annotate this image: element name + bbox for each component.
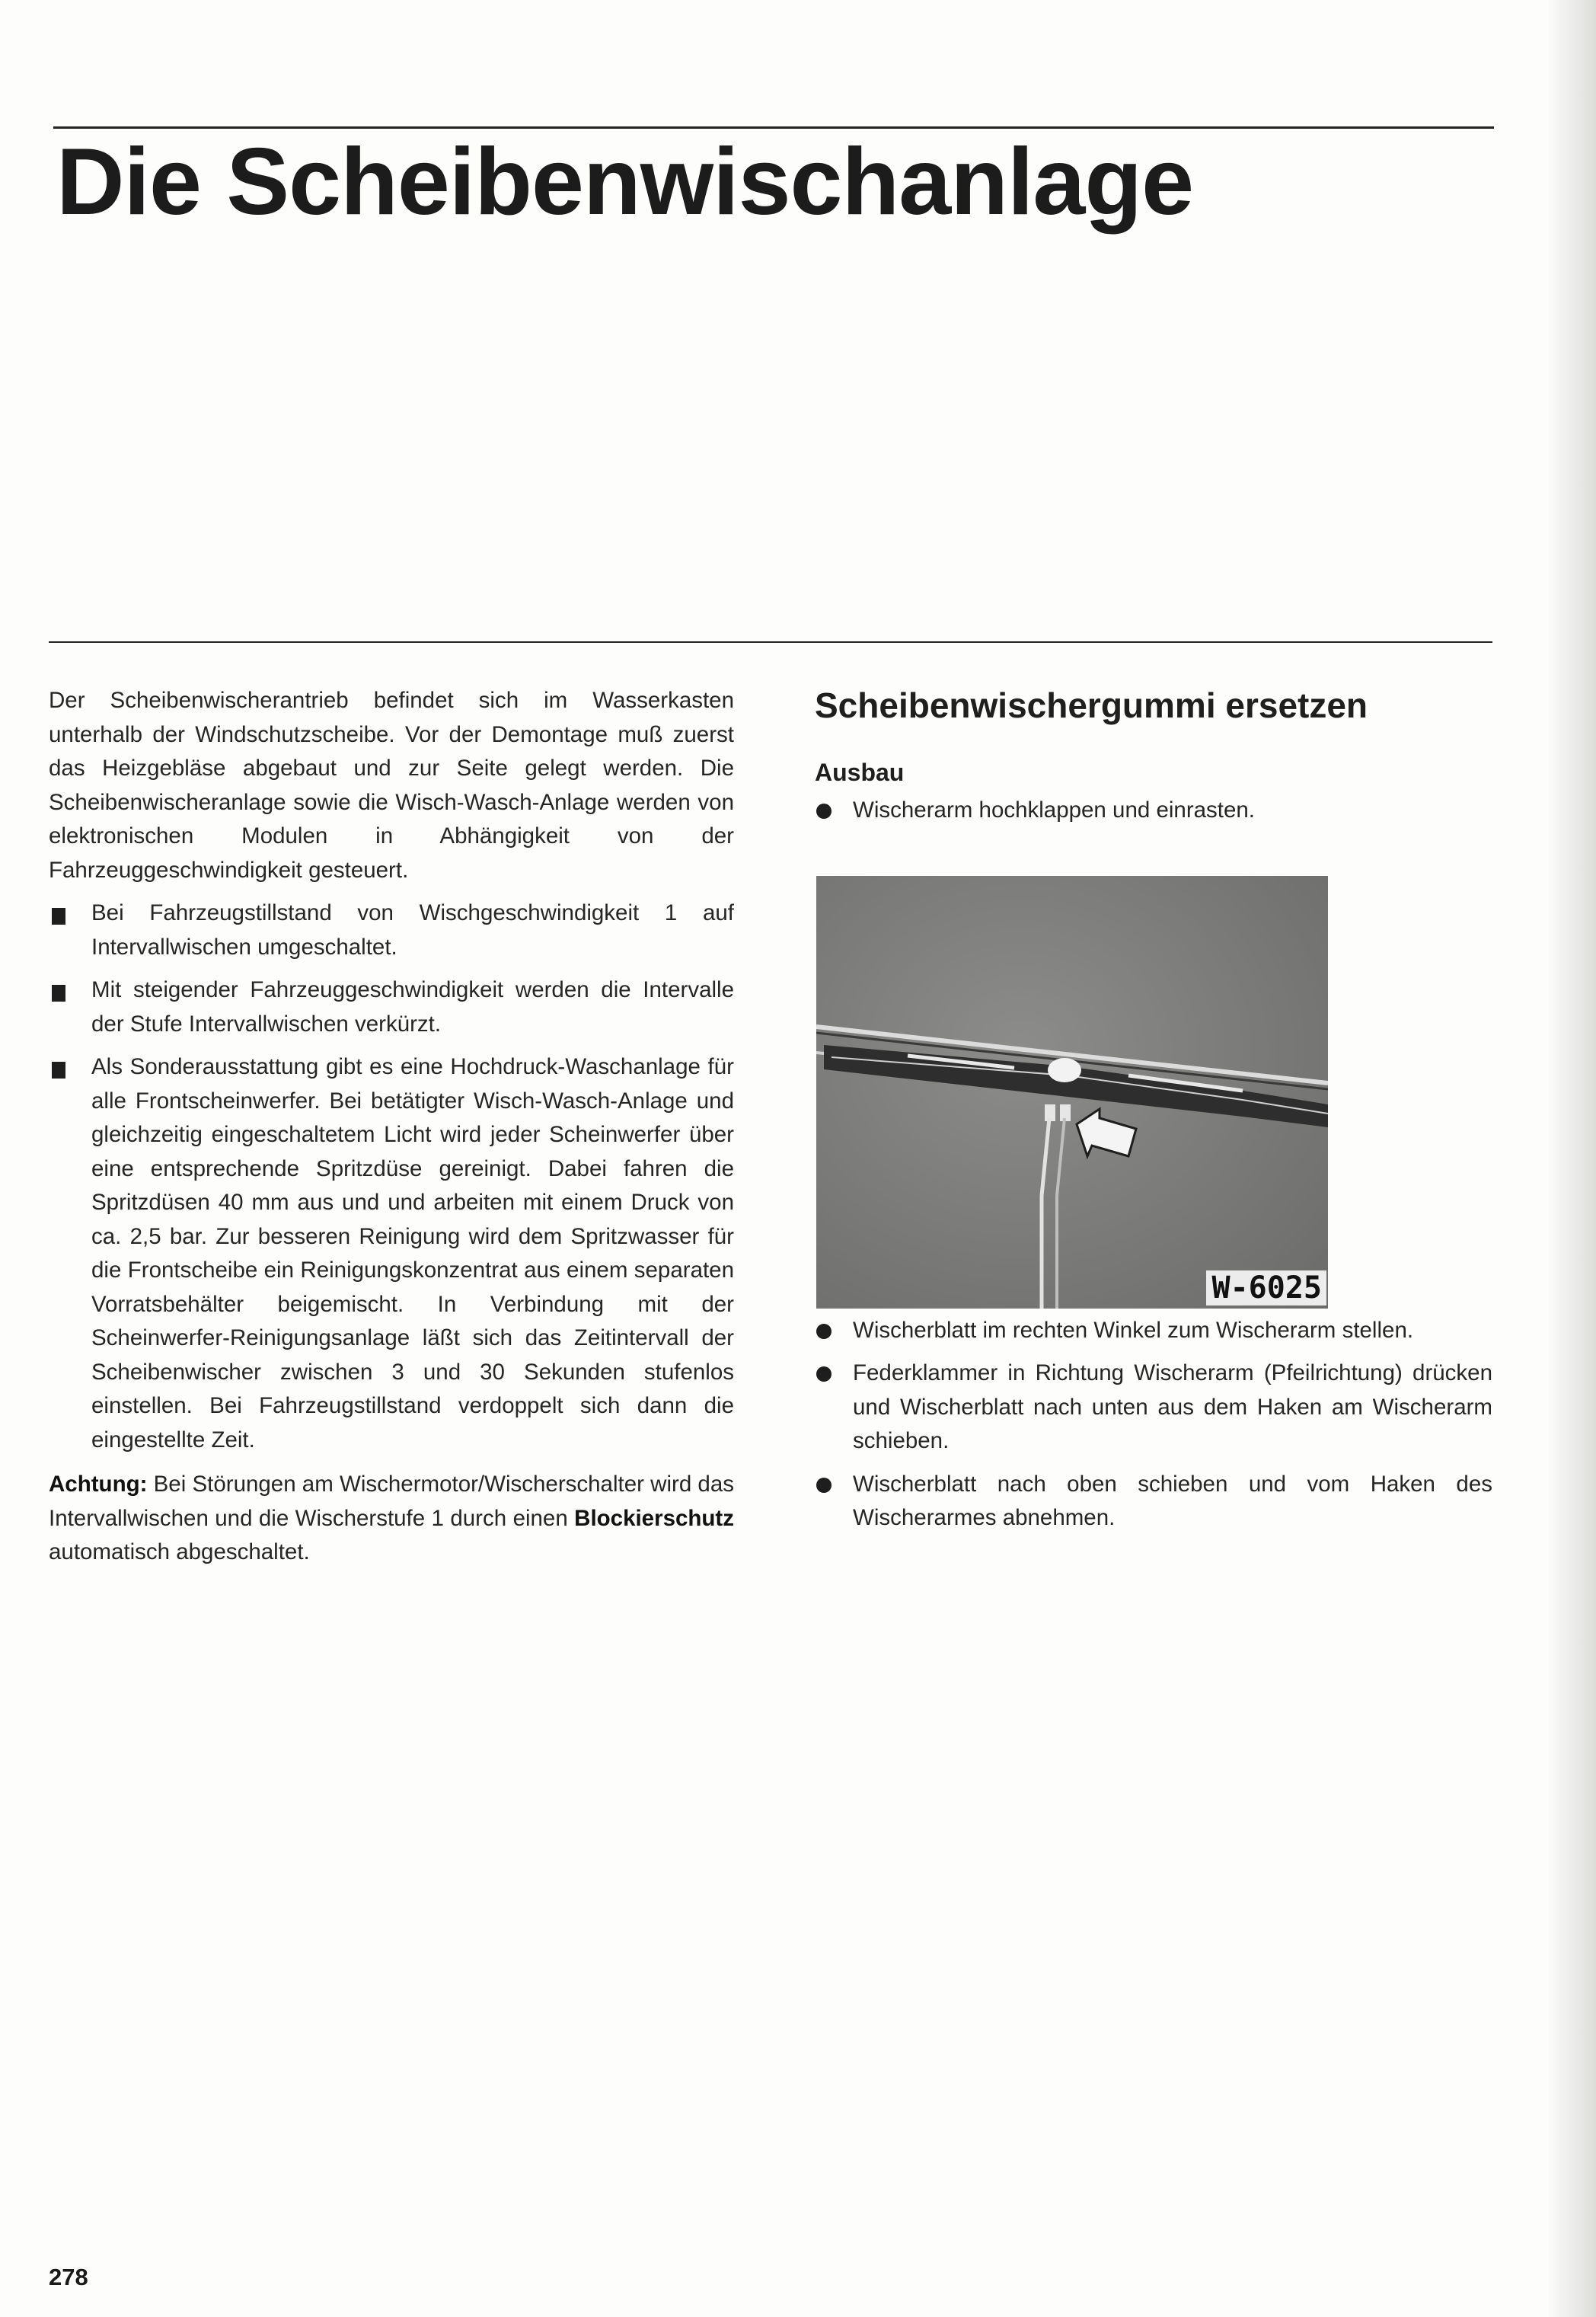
warning-label: Achtung: bbox=[49, 1472, 148, 1497]
warning-emphasis: Blockierschutz bbox=[574, 1505, 734, 1531]
section-rule bbox=[49, 641, 1492, 643]
subsection-heading: Ausbau bbox=[815, 759, 905, 786]
step-list bbox=[815, 1314, 1492, 1536]
wiper-illustration bbox=[816, 876, 1328, 1309]
figure-label: W-6025 bbox=[1206, 1270, 1327, 1306]
step-text: Wischerarm hochklappen und einrasten. bbox=[853, 797, 1256, 823]
warning-text-end: automatisch abgeschaltet. bbox=[49, 1539, 310, 1564]
list-item-text: Bei Fahrzeugstillstand von Wischgeschwindigkeit 1 auf Intervallwischen umgeschaltet. bbox=[91, 900, 734, 960]
warning-text: Bei Störungen am Wischermotor/Wischerschalter wird das Intervallwischen und die Wischerstufe 1 durch einen bbox=[49, 1472, 734, 1531]
step-item bbox=[815, 1468, 1492, 1536]
page-title: Die Scheibenwischanlage bbox=[56, 129, 1194, 235]
round-bullet-icon bbox=[816, 1324, 832, 1339]
step-text: Federklammer in Richtung Wischerarm (Pfeilrichtung) drücken und Wischerblatt nach unten aus dem Haken am Wischerarm schieben. bbox=[853, 1360, 1492, 1453]
list-item bbox=[49, 973, 734, 1041]
step-item bbox=[815, 794, 1492, 828]
warning-paragraph bbox=[49, 1468, 734, 1570]
square-bullet-icon bbox=[52, 908, 65, 925]
list-item-text: Mit steigender Fahrzeuggeschwindigkeit werden die Intervalle der Stufe Intervallwischen verkürzt. bbox=[91, 977, 734, 1037]
left-column bbox=[49, 684, 734, 1579]
list-item-text: Als Sonderausstattung gibt es eine Hochdruck-Waschanlage für alle Frontscheinwerfer. Bei betätigter Wisch-Wasch-Anlage und gleichzeitig eingeschaltetem Licht wird jeder Scheinwerfer über eine entsprechende Spritzdüse gereinigt. Dabei fahren die Spritzdüsen 40 mm aus und und arbeiten mit einem Druck von ca. 2,5 bar. Zur besseren Reinigung wird dem Spritzwasser für die Frontscheibe ein Reinigungskonzentrat aus einem separaten Vorratsbehälter beigemischt. In Verbindung mit der Scheinwerfer-Reinigungsanlage läßt sich das Zeitintervall der Scheibenwischer zwischen 3 und 30 Sekunden stufenlos einstellen. Bei Fahrzeugstillstand verdoppelt sich dann die eingestellte Zeit. bbox=[91, 1054, 734, 1453]
list-item bbox=[49, 1050, 734, 1457]
intro-paragraph: Der Scheibenwischerantrieb befindet sich im Wasserkasten unterhalb der Windschutzscheibe. Vor der Demontage muß zuerst das Heizgebläse abgebaut und zur Seite gelegt werden. Die Scheibenwischeranlage sowie die Wisch-Wasch-Anlage werden von elektronischen Modulen in Abhängigkeit von der Fahrzeuggeschwindigkeit gesteuert. bbox=[49, 688, 734, 883]
list-item bbox=[49, 896, 734, 964]
square-bullet-icon bbox=[52, 1062, 65, 1079]
wiper-photo bbox=[816, 876, 1328, 1309]
step-item bbox=[815, 1357, 1492, 1459]
round-bullet-icon bbox=[816, 804, 832, 819]
section-heading: Scheibenwischergummi ersetzen bbox=[815, 686, 1368, 725]
step-text: Wischerblatt nach oben schieben und vom Haken des Wischerarmes abnehmen. bbox=[853, 1471, 1492, 1530]
round-bullet-icon bbox=[816, 1478, 832, 1493]
round-bullet-icon bbox=[816, 1366, 832, 1382]
feature-list bbox=[49, 896, 734, 1457]
square-bullet-icon bbox=[52, 985, 65, 1002]
step-text: Wischerblatt im rechten Winkel zum Wischerarm stellen. bbox=[853, 1317, 1414, 1343]
page-number: 278 bbox=[49, 2264, 88, 2290]
page-edge-shadow bbox=[1549, 0, 1596, 2317]
step-item bbox=[815, 1314, 1492, 1348]
step-list-first bbox=[815, 794, 1492, 828]
